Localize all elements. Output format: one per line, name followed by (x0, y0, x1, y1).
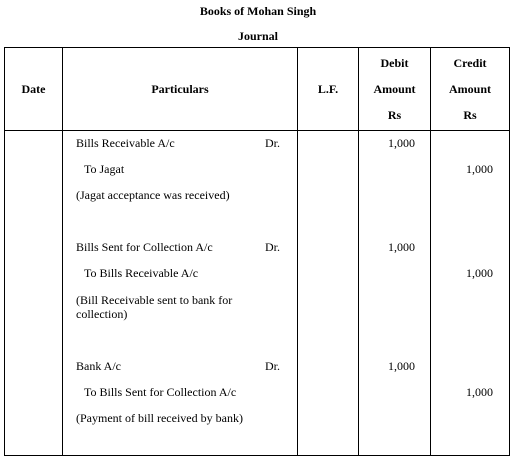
header-credit-line1: Credit (453, 56, 487, 70)
entry-3-narration: (Payment of bill received by bank) (76, 411, 243, 425)
entry-3-debit-amount: 1,000 (388, 359, 415, 373)
entry-3-debit-account: Bank A/c (76, 359, 121, 373)
entry-2-credit-account: To Bills Receivable A/c (84, 266, 199, 280)
entry-1-credit-account: To Jagat (84, 162, 125, 176)
entry-3-dr: Dr. (265, 359, 280, 373)
journal-table (4, 47, 510, 456)
header-lf: L.F. (317, 82, 339, 96)
header-date: Date (21, 82, 46, 96)
header-debit-line1: Debit (380, 56, 409, 70)
header-debit-line2: Amount (373, 82, 416, 96)
header-credit-line3: Rs (463, 108, 477, 122)
entry-1-debit-amount: 1,000 (388, 136, 415, 150)
entry-1-debit-account: Bills Receivable A/c (76, 136, 175, 150)
entry-2-dr: Dr. (265, 240, 280, 254)
journal-title: Journal (237, 29, 278, 43)
entry-3-credit-amount: 1,000 (466, 385, 493, 399)
entry-2-debit-account: Bills Sent for Collection A/c (76, 240, 213, 254)
entry-2-credit-amount: 1,000 (466, 266, 493, 280)
entry-1-dr: Dr. (265, 136, 280, 150)
header-divider (5, 130, 509, 131)
entry-1-credit-amount: 1,000 (466, 162, 493, 176)
entry-1-narration: (Jagat acceptance was received) (76, 188, 230, 202)
header-debit-line3: Rs (387, 108, 402, 122)
header-particulars: Particulars (151, 82, 209, 96)
column-divider (297, 48, 298, 455)
entry-2-narration: (Bill Receivable sent to bank for collection) (76, 293, 233, 321)
book-title: Books of Mohan Singh (199, 4, 317, 18)
column-divider (62, 48, 63, 455)
entry-3-credit-account: To Bills Sent for Collection A/c (84, 385, 237, 399)
entry-2-debit-amount: 1,000 (388, 240, 415, 254)
header-credit-line2: Amount (448, 82, 491, 96)
